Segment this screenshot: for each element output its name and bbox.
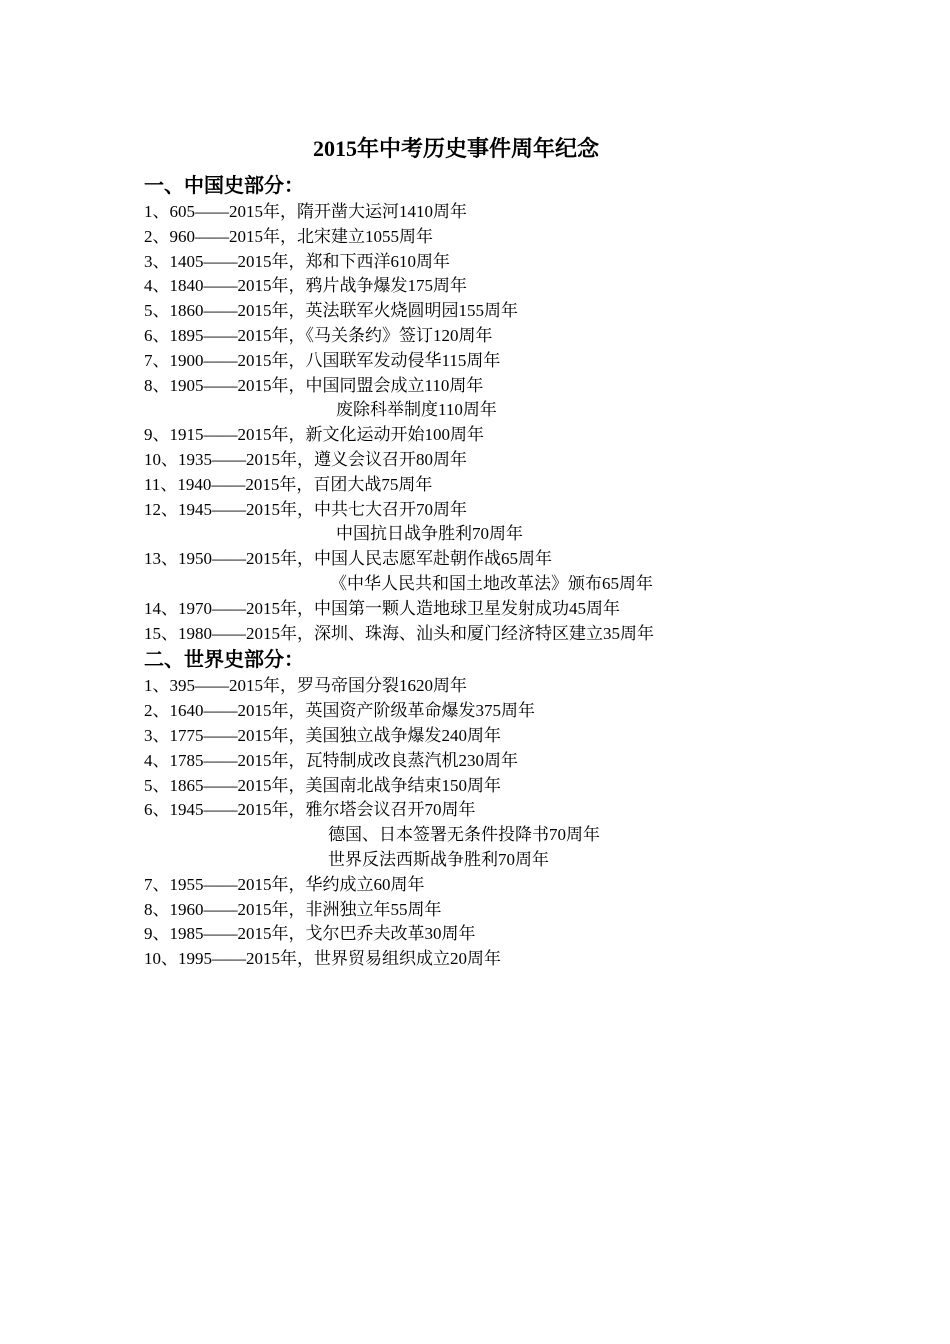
world-event-6-continuation-1: 德国、日本签署无条件投降书70周年 xyxy=(328,825,600,845)
china-event-7: 7、1900——2015年，八国联军发动侵华115周年 xyxy=(144,350,501,370)
section-heading-china: 一、中国史部分： xyxy=(144,175,304,197)
china-event-15: 15、1980——2015年，深圳、珠海、汕头和厦门经济特区建立35周年 xyxy=(144,623,654,643)
china-event-8: 8、1905——2015年，中国同盟会成立110周年 xyxy=(144,375,484,395)
world-event-8: 8、1960——2015年，非洲独立年55周年 xyxy=(144,899,442,919)
world-event-6: 6、1945——2015年，雅尔塔会议召开70周年 xyxy=(144,800,476,820)
china-event-4: 4、1840——2015年，鸦片战争爆发175周年 xyxy=(144,276,467,296)
world-event-10: 10、1995——2015年，世界贸易组织成立20周年 xyxy=(144,949,501,969)
world-event-9: 9、1985——2015年，戈尔巴乔夫改革30周年 xyxy=(144,924,476,944)
china-event-1: 1、605——2015年，隋开凿大运河1410周年 xyxy=(144,202,467,221)
china-event-14: 14、1970——2015年，中国第一颗人造地球卫星发射成功45周年 xyxy=(144,598,620,618)
world-event-3: 3、1775——2015年，美国独立战争爆发240周年 xyxy=(144,725,501,745)
china-event-11: 11、1940——2015年，百团大战75周年 xyxy=(144,474,433,494)
china-event-12: 12、1945——2015年，中共七大召开70周年 xyxy=(144,499,467,519)
world-event-4: 4、1785——2015年，瓦特制成改良蒸汽机230周年 xyxy=(144,750,518,770)
world-event-1: 1、395——2015年，罗马帝国分裂1620周年 xyxy=(144,676,467,696)
china-event-2: 2、960——2015年，北宋建立1055周年 xyxy=(144,226,433,246)
china-event-13: 13、1950——2015年，中国人民志愿军赴朝作战65周年 xyxy=(144,549,552,569)
china-event-12-continuation: 中国抗日战争胜利70周年 xyxy=(336,524,523,544)
china-event-13-continuation: 《中华人民共和国土地改革法》颁布65周年 xyxy=(330,573,653,593)
world-event-7: 7、1955——2015年，华约成立60周年 xyxy=(144,874,425,894)
section-heading-world: 二、世界史部分： xyxy=(144,649,304,672)
world-event-6-continuation-2: 世界反法西斯战争胜利70周年 xyxy=(328,849,549,869)
china-event-6: 6、1895——2015年，《马关条约》签订120周年 xyxy=(144,325,493,345)
world-event-2: 2、1640——2015年，英国资产阶级革命爆发375周年 xyxy=(144,701,535,721)
china-event-10: 10、1935——2015年，遵义会议召开80周年 xyxy=(144,449,467,469)
document-content xyxy=(144,172,924,972)
china-event-5: 5、1860——2015年，英法联军火烧圆明园155周年 xyxy=(144,301,518,321)
world-event-5: 5、1865——2015年，美国南北战争结束150周年 xyxy=(144,775,501,795)
document-title: 2015年中考历史事件周年纪念 xyxy=(312,136,599,161)
china-event-9: 9、1915——2015年，新文化运动开始100周年 xyxy=(144,425,484,445)
china-event-8-continuation: 废除科举制度110周年 xyxy=(336,400,497,420)
china-event-3: 3、1405——2015年，郑和下西洋610周年 xyxy=(144,251,450,271)
